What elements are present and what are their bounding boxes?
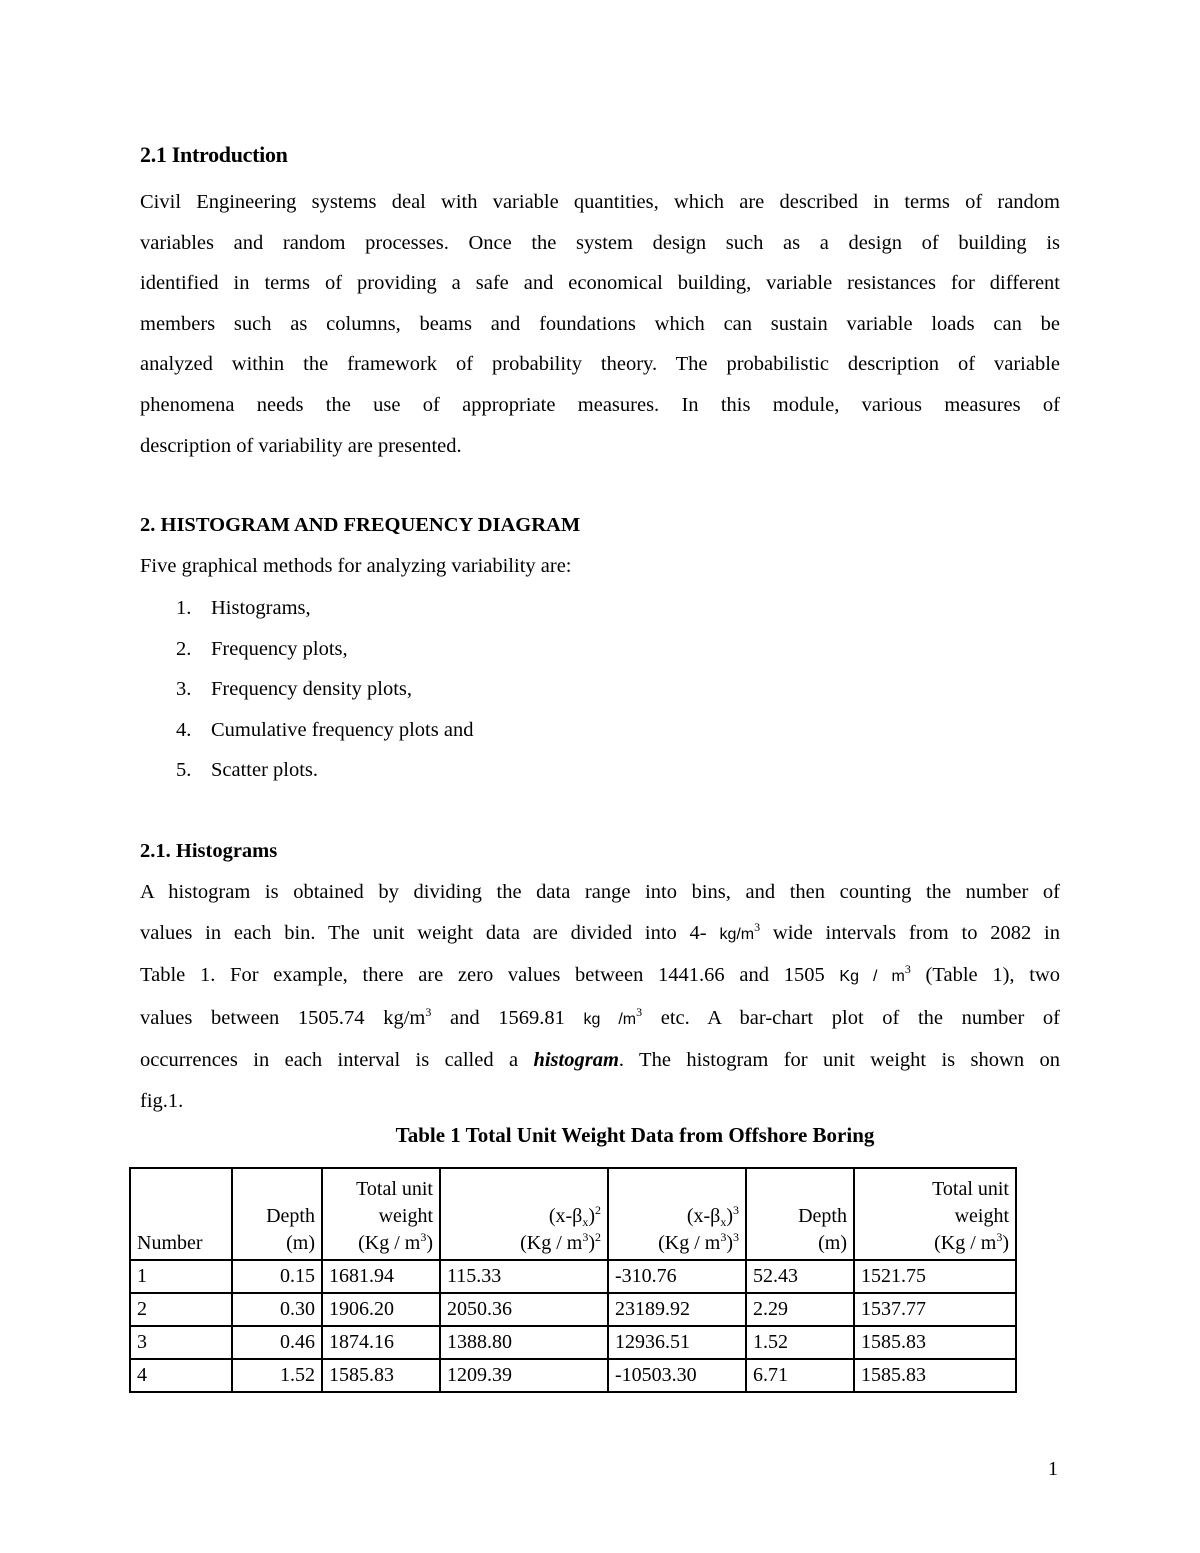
para-line: values between 1505.74 $kg/m^3$ and 1569.81 kg $/m^3$ etc. A bar-chart plot of the number of xyxy=(140,1004,1060,1029)
list-item xyxy=(176,588,473,629)
header-number: Number xyxy=(130,1168,232,1260)
cell-unit-weight-2: 1521.75 xyxy=(854,1260,1016,1293)
cell-number: 2 xyxy=(130,1293,232,1326)
methods-list xyxy=(176,588,473,791)
list-number: 2. xyxy=(176,637,192,660)
section-heading-histogram-frequency: 2. HISTOGRAM AND FREQUENCY DIAGRAM xyxy=(140,514,581,536)
cell-unit-weight: 1874.16 xyxy=(322,1326,440,1359)
intro-line: Civil Engineering systems deal with variable quantities, which are described in terms of random xyxy=(140,191,1060,213)
table-row xyxy=(130,1326,1016,1359)
table-row xyxy=(130,1260,1016,1293)
cell-dev-sq: 1209.39 xyxy=(440,1359,608,1392)
cell-depth: 1.52 xyxy=(232,1359,322,1392)
cell-depth-2: 1.52 xyxy=(746,1326,854,1359)
list-item xyxy=(176,710,473,751)
cell-depth-2: 2.29 xyxy=(746,1293,854,1326)
intro-line: analyzed within the framework of probability theory. The probabilistic description of variable xyxy=(140,353,1060,376)
list-item xyxy=(176,669,473,710)
cell-dev-cube: -10503.30 xyxy=(608,1359,746,1392)
list-number: 1. xyxy=(176,597,192,619)
list-number: 5. xyxy=(176,759,192,782)
cell-unit-weight: 1906.20 xyxy=(322,1293,440,1326)
cell-number: 4 xyxy=(130,1359,232,1392)
cell-dev-cube: -310.76 xyxy=(608,1260,746,1293)
header-total-unit-weight-2: Total unit weight $(Kg / m^3)$ xyxy=(854,1168,1016,1260)
table-header-row xyxy=(130,1168,1016,1260)
table-caption: Table 1 Total Unit Weight Data from Offshore Boring xyxy=(395,1123,875,1147)
section-heading-histograms: 2.1. Histograms xyxy=(140,840,278,862)
list-number: 3. xyxy=(176,678,192,701)
cell-depth: 0.30 xyxy=(232,1293,322,1326)
list-label: Frequency plots, xyxy=(211,637,348,660)
table-row xyxy=(130,1359,1016,1392)
list-label: Cumulative frequency plots and xyxy=(211,718,474,741)
cell-depth-2: 52.43 xyxy=(746,1260,854,1293)
histograms-paragraph xyxy=(140,872,1060,1122)
unit-weight-table xyxy=(129,1167,1017,1393)
intro-heading: 2.1 Introduction xyxy=(140,142,288,167)
cell-dev-cube: 12936.51 xyxy=(608,1326,746,1359)
list-label: Histograms, xyxy=(211,597,311,619)
header-total-unit-weight: Total unit weight $(Kg / m^3)$ xyxy=(322,1168,440,1260)
list-label: Scatter plots. xyxy=(211,759,319,782)
cell-unit-weight: 1585.83 xyxy=(322,1359,440,1392)
header-depth-2: Depth (m) xyxy=(746,1168,854,1260)
cell-unit-weight: 1681.94 xyxy=(322,1260,440,1293)
cell-depth: 0.15 xyxy=(232,1260,322,1293)
cell-unit-weight-2: 1585.83 xyxy=(854,1359,1016,1392)
cell-unit-weight-2: 1537.77 xyxy=(854,1293,1016,1326)
intro-paragraph xyxy=(140,182,1060,466)
cell-number: 1 xyxy=(130,1260,232,1293)
cell-dev-cube: 23189.92 xyxy=(608,1293,746,1326)
histogram-term: histogram xyxy=(533,1049,619,1072)
para-line: A histogram is obtained by dividing the data range into bins, and then counting the number of xyxy=(140,881,1060,903)
page-number: 1 xyxy=(1048,1458,1058,1480)
intro-line: members such as columns, beams and foundations which can sustain variable loads can be xyxy=(140,312,1060,335)
intro-line: phenomena needs the use of appropriate measures. In this module, various measures of xyxy=(140,393,1060,416)
list-label: Frequency density plots, xyxy=(211,678,412,701)
para-line: values in each bin. The unit weight data are divided into 4- $kg/m^3$ wide intervals from to 2082 in xyxy=(140,919,1061,944)
list-item xyxy=(176,750,473,791)
para-line: occurrences in each interval is called a histogram. The histogram for unit weight is shown on xyxy=(140,1049,1060,1072)
intro-line: variables and random processes. Once the system design such as a design of building is xyxy=(140,231,1060,254)
cell-depth: 0.46 xyxy=(232,1326,322,1359)
cell-dev-sq: 1388.80 xyxy=(440,1326,608,1359)
cell-dev-sq: 2050.36 xyxy=(440,1293,608,1326)
intro-line: identified in terms of providing a safe and economical building, variable resistances for different xyxy=(140,272,1060,295)
methods-lead: Five graphical methods for analyzing variability are: xyxy=(140,555,572,577)
table-row xyxy=(130,1293,1016,1326)
header-deviation-squared: $(x-\beta_x)^2$ $(Kg / m^3)^2$ xyxy=(440,1168,608,1260)
header-depth: Depth (m) xyxy=(232,1168,322,1260)
para-line: fig.1. xyxy=(140,1089,184,1112)
list-number: 4. xyxy=(176,718,192,741)
cell-unit-weight-2: 1585.83 xyxy=(854,1326,1016,1359)
cell-number: 3 xyxy=(130,1326,232,1359)
intro-line: description of variability are presented. xyxy=(140,434,462,457)
cell-dev-sq: 115.33 xyxy=(440,1260,608,1293)
header-deviation-cubed: $(x-\beta_x)^3$ $(Kg / m^3)^3$ xyxy=(608,1168,746,1260)
list-item xyxy=(176,629,473,670)
cell-depth-2: 6.71 xyxy=(746,1359,854,1392)
para-line: Table 1. For example, there are zero values between 1441.66 and 1505 Kg / $m^3$ (Table 1), two xyxy=(140,962,1061,987)
